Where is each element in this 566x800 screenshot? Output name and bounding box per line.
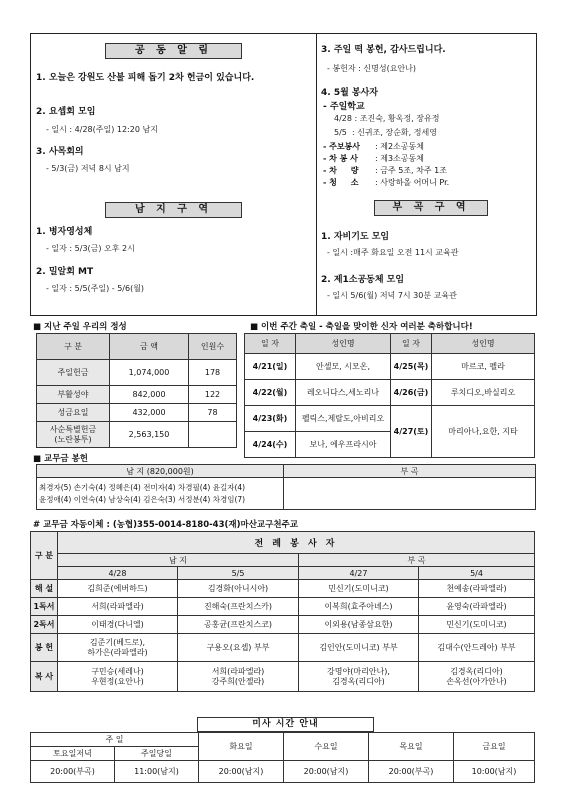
- role-value: : 사랑하올 어머니 Pr.: [375, 178, 450, 187]
- feast-table: [244, 333, 535, 458]
- namji-item-2-sub: - 일자 : 5/5(주일) - 5/6(월): [46, 284, 145, 293]
- role-row: [323, 141, 449, 189]
- mass-time: 11:00(남지): [115, 761, 199, 783]
- servers-role: 복 사: [31, 662, 58, 692]
- server-cell: 김경화(아니시아): [178, 580, 299, 598]
- server-cell: 김희준(에버하드): [58, 580, 178, 598]
- namji-item-1-sub: - 일자 : 5/3(금) 오후 2시: [46, 244, 135, 253]
- offering-amount: 432,000: [110, 404, 189, 422]
- common-item-2: 2. 요셉회 모임: [36, 107, 96, 117]
- server-cell: 이태경(다니엘): [58, 616, 178, 634]
- offering-header: 구 분: [37, 334, 110, 360]
- feast-header: 일 자: [391, 334, 432, 354]
- server-cell: 구용오(요셉) 부부: [178, 634, 299, 662]
- mass-time: 20:00(부곡): [369, 761, 454, 783]
- server-cell: 김인안(도미니코) 부부: [299, 634, 419, 662]
- common-item-3-sub: - 5/3(금) 저녁 8시 남지: [46, 164, 130, 173]
- feast-date: 4/24(수): [245, 432, 296, 458]
- role-value: : 금주 5조, 차주 1조: [375, 166, 447, 175]
- offering-row-label: 성금요일: [37, 404, 110, 422]
- mass-title: 미사 시간 안내: [197, 717, 374, 732]
- education-title: ■ 교무금 봉헌: [33, 454, 89, 464]
- offering-amount: 1,074,000: [110, 360, 189, 386]
- offering-row-label: 사순특별헌금 (노란봉투): [37, 422, 110, 448]
- common-item-2-sub: - 일시 : 4/28(주일) 12:20 남지: [46, 125, 158, 134]
- feast-saints: 마르코, 펠라: [432, 354, 535, 380]
- sunday-school-label: - 주일학교: [323, 102, 365, 112]
- mass-time: 20:00(남지): [284, 761, 369, 783]
- server-cell: 김경옥(리디아) 손옥선(아가안나): [419, 662, 535, 692]
- mass-sunday: 주 일: [31, 733, 199, 747]
- server-cell: 민신기(도미니코): [299, 580, 419, 598]
- server-cell: 김준기(베드로), 하가은(라파엘라): [58, 634, 178, 662]
- feast-saints: 마리아나,요한, 지타: [432, 406, 535, 458]
- server-cell: 공홍균(프란치스코): [178, 616, 299, 634]
- feast-saints: 보나, 에우프라시아: [296, 432, 391, 458]
- mass-col: 토요일저녁: [31, 747, 115, 761]
- education-bugok-cell: [284, 478, 536, 510]
- servers-date: 5/5: [178, 567, 299, 580]
- offering-table: [36, 333, 237, 448]
- mass-time: 10:00(남지): [454, 761, 535, 783]
- servers-role: 1독서: [31, 598, 58, 616]
- servers-role: 2독서: [31, 616, 58, 634]
- servers-table: [30, 531, 535, 692]
- role-key: - 차 량: [323, 166, 359, 175]
- offering-amount: 2,563,150: [110, 422, 189, 448]
- servers-date: 4/28: [58, 567, 178, 580]
- mass-col: 목요일: [369, 733, 454, 761]
- servers-namji: 남 지: [58, 554, 299, 567]
- feast-title: ■ 이번 주간 축일 - 축일을 맞이한 신자 여러분 축하합니다!: [250, 322, 473, 332]
- server-cell: 진해숙(프란치스카): [178, 598, 299, 616]
- role-key: - 주보봉사: [323, 142, 361, 151]
- feast-date: 4/23(화): [245, 406, 296, 432]
- right-item-4: 4. 5월 봉사자: [321, 88, 378, 98]
- server-cell: 구민승(세레나) 우현정(요안나): [58, 662, 178, 692]
- server-cell: 서희(라파엘라): [58, 598, 178, 616]
- server-cell: 이복희(효주아녜스): [299, 598, 419, 616]
- server-cell: 윤영숙(라파엘라): [419, 598, 535, 616]
- education-table: [36, 464, 536, 510]
- feast-date: 4/21(일): [245, 354, 296, 380]
- feast-header: 일 자: [245, 334, 296, 354]
- mass-col: 화요일: [199, 733, 284, 761]
- offering-count: 178: [189, 360, 237, 386]
- bugok-header: 부 곡 구 역: [374, 200, 488, 216]
- role-key: - 청 소: [323, 178, 359, 187]
- offering-title: ■ 지난 주일 우리의 정성: [33, 322, 127, 332]
- school-line-1: 4/28 : 조진숙, 황옥정, 장유정: [334, 114, 440, 123]
- server-cell: 천예송(라파엘라): [419, 580, 535, 598]
- namji-item-1: 1. 병자영성체: [36, 227, 93, 237]
- education-bugok-head: 부 곡: [284, 465, 536, 478]
- offering-count: 78: [189, 404, 237, 422]
- offering-count: [189, 422, 237, 448]
- mass-time: 20:00(부곡): [31, 761, 115, 783]
- namji-item-2: 2. 밀알회 MT: [36, 267, 94, 277]
- education-names: [37, 478, 284, 510]
- servers-role: 봉 헌: [31, 634, 58, 662]
- role-key: - 차 봉 사: [323, 154, 358, 163]
- common-item-1: 1. 오늘은 강원도 산불 피해 돕기 2차 헌금이 있습니다.: [36, 73, 255, 83]
- feast-saints: 안셀모, 시모온,: [296, 354, 391, 380]
- bugok-item-1-sub: - 일시 :매주 화요일 오전 11시 교육관: [327, 248, 459, 257]
- right-item-3: 3. 주일 떡 봉헌, 감사드립니다.: [321, 45, 446, 55]
- server-cell: 강명야(마리안나), 김경옥(리디아): [299, 662, 419, 692]
- school-line-2: 5/5 : 신귀조, 장순화, 정세영: [334, 128, 437, 137]
- servers-gubun: 구 분: [31, 532, 58, 580]
- mass-table: [30, 732, 535, 783]
- auto-transfer-account: # 교무금 자동이체 : (농협)355-0014-8180-43(재)마산교구천주교: [33, 520, 298, 530]
- right-item-3-sub: - 봉헌자 : 신명성(요안나): [327, 64, 417, 73]
- servers-date: 5/4: [419, 567, 535, 580]
- role-value: : 제3소공동체: [375, 154, 424, 163]
- server-cell: 서희(라파엘라) 강주희(안젤라): [178, 662, 299, 692]
- feast-date: 4/26(금): [391, 380, 432, 406]
- feast-saints: 루치디오,바실리오: [432, 380, 535, 406]
- servers-date: 4/27: [299, 567, 419, 580]
- servers-role: 해 설: [31, 580, 58, 598]
- bugok-item-2-sub: - 일시 5/6(월) 저녁 7시 30분 교육관: [327, 291, 457, 300]
- offering-count: 122: [189, 386, 237, 404]
- feast-saints: 펠릭스,제랄도,아비리오: [296, 406, 391, 432]
- offering-row-label: 주일헌금: [37, 360, 110, 386]
- mass-col: 금요일: [454, 733, 535, 761]
- server-cell: 이외용(남종삼요한): [299, 616, 419, 634]
- offering-amount: 842,000: [110, 386, 189, 404]
- common-item-3: 3. 사목회의: [36, 147, 84, 157]
- mass-time: 20:00(남지): [199, 761, 284, 783]
- education-line: 윤정애(4) 이연숙(4) 남상숙(4) 김은숙(3) 서정분(4) 차경임(7): [39, 494, 246, 504]
- education-namji-head: 남 지 (820,000원): [37, 465, 284, 478]
- server-cell: 민신기(도미니코): [419, 616, 535, 634]
- bugok-item-2: 2. 제1소공동체 모임: [321, 275, 405, 285]
- feast-header: 성인명: [432, 334, 535, 354]
- mass-col: 수요일: [284, 733, 369, 761]
- feast-header: 성인명: [296, 334, 391, 354]
- mass-col: 주일당일: [115, 747, 199, 761]
- vertical-divider: [316, 33, 317, 315]
- education-line: 최경자(5) 손기숙(4) 정혜은(4) 전미자(4) 차경필(4) 윤길자(4): [39, 482, 246, 492]
- server-cell: 김대수(안드레아) 부부: [419, 634, 535, 662]
- servers-title: 전 례 봉 사 자: [58, 532, 535, 554]
- feast-date: 4/25(목): [391, 354, 432, 380]
- feast-date: 4/27(토): [391, 406, 432, 458]
- namji-header: 남 지 구 역: [105, 202, 242, 218]
- feast-saints: 레오니다스,세노리나: [296, 380, 391, 406]
- servers-bugok: 부 곡: [299, 554, 535, 567]
- offering-row-label: 부활성야: [37, 386, 110, 404]
- feast-date: 4/22(월): [245, 380, 296, 406]
- common-header: 공 동 알 림: [105, 43, 242, 59]
- offering-header: 금 액: [110, 334, 189, 360]
- bugok-item-1: 1. 자비기도 모임: [321, 232, 390, 242]
- role-value: : 제2소공동체: [375, 142, 424, 151]
- offering-header: 인원수: [189, 334, 237, 360]
